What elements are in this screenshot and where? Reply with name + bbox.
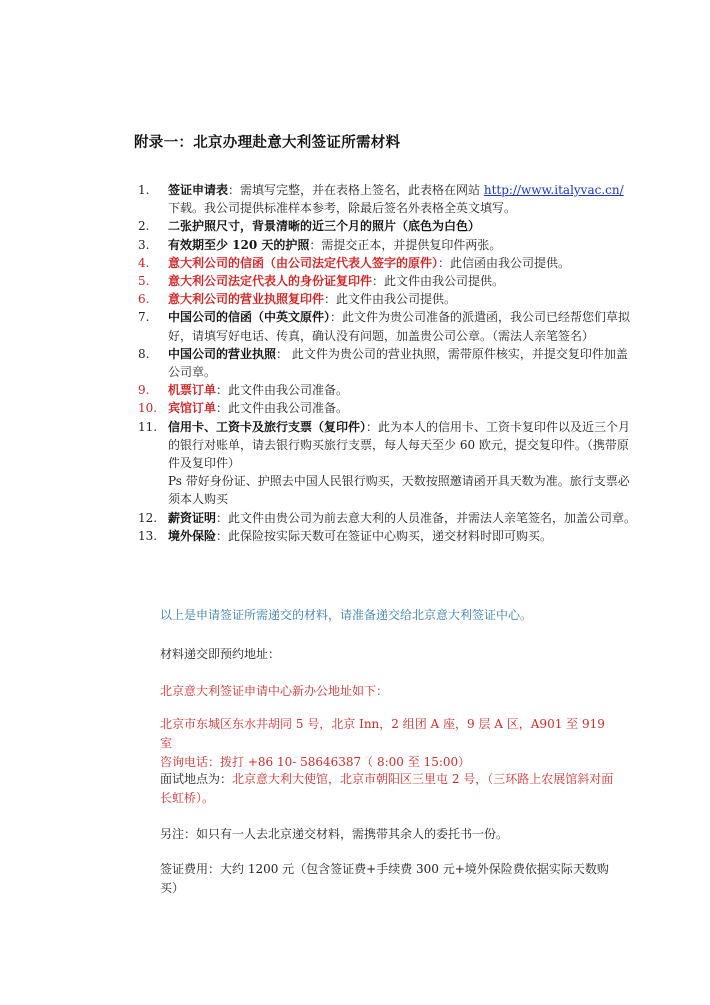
item-number: 1. <box>138 183 150 197</box>
item-number: 2. <box>138 219 150 234</box>
item-heading: 意大利公司的营业执照复印件 <box>168 292 325 307</box>
item-text: 需填写完整，并在表格上签名，此表格在网站 <box>240 183 484 197</box>
list-item: 1. 签证申请表：需填写完整，并在表格上签名，此表格在网站 http://www.italyvac.cn/ 下载。我公司提供标准样本参考，除最后签名外表格全英文填写。 <box>138 181 638 217</box>
item-number: 8. <box>138 346 150 361</box>
item-text: 此文件由我公司准备。 <box>228 383 349 398</box>
item-number: 5. <box>138 274 150 289</box>
item-heading: 中国公司的信函（中英文原件） <box>168 310 331 325</box>
item-heading: 宾馆订单 <box>168 401 217 416</box>
item-text: 此为本人的信用卡、工资卡复印件以及近三个月的银行对账单，请去银行购买旅行支票，每人每天至少 60 欧元，提交复印件。（携带原件及复印件） <box>168 419 631 471</box>
item-number: 3. <box>138 237 150 252</box>
item-number: 9. <box>138 383 150 398</box>
item-number: 10. <box>138 401 158 416</box>
item-text: 此文件由贵公司为前去意大利的人员准备，并需法人亲笔签名，加盖公司章。 <box>228 510 637 525</box>
list-item: 4. 意大利公司的信函（由公司法定代表人签字的原件）：此信函由我公司提供。 <box>138 254 638 272</box>
item-text: 此信函由我公司提供。 <box>450 255 571 270</box>
item-text: 此保险按实际天数可在签证中心购买，递交材料时即可购买。 <box>228 528 553 543</box>
list-item: 11. 信用卡、工资卡及旅行支票（复印件）：此为本人的信用卡、工资卡复印件以及近三个月的银行对账单，请去银行购买旅行支票，每人每天至少 60 欧元，提交复印件。（携带原件及复印件） Ps 带好身份证、护照去中国人民银行购买，天数按照邀请函开具天数为准。旅行支票必须本人购买 <box>138 418 638 509</box>
item-number: 7. <box>138 310 150 325</box>
list-item <box>138 217 638 235</box>
item-text: 此文件为贵公司的营业执照，需带原件核实，并提交复印件加盖公司章。 <box>168 346 628 380</box>
materials-list <box>138 181 638 545</box>
interview-place: 北京意大利大使馆，北京市朝阳区三里屯 2 号，（三环路上农展馆斜对面长虹桥）。 <box>160 772 614 805</box>
item-heading: 薪资证明 <box>168 510 217 525</box>
other-note: 另注：如只有一人去北京递交材料，需携带其余人的委托书一份。 <box>160 827 509 841</box>
list-item: 12. 薪资证明：此文件由贵公司为前去意大利的人员准备，并需法人亲笔签名，加盖公司章。 <box>138 509 638 527</box>
item-text: 此文件由我公司提供。 <box>384 274 505 289</box>
item-heading: 境外保险 <box>168 528 217 543</box>
interview-note <box>160 770 615 808</box>
item-heading: 签证申请表 <box>168 183 229 197</box>
list-item: 13. 境外保险：此保险按实际天数可在签证中心购买，递交材料时即可购买。 <box>138 527 638 545</box>
item-heading: 二张护照尺寸，背景清晰的近三个月的照片（底色为白色） <box>168 219 481 234</box>
address-line: 北京市东城区东水井胡同 5 号，北京 Inn，2 组团 A 座，9 层 A 区，A901 至 919 室 <box>160 717 605 750</box>
item-heading: 信用卡、工资卡及旅行支票（复印件） <box>168 419 367 434</box>
list-item: 7. 中国公司的信函（中英文原件）：此文件为贵公司准备的派遣函，我公司已经帮您们草拟好，请填写好电话、传真，确认没有问题，加盖贵公司公章。（需法人亲笔签名） <box>138 308 638 344</box>
item-heading: 有效期至少 120 天的护照 <box>168 237 310 252</box>
phone-line: 咨询电话：拨打 +86 10- 58646387（ 8:00 至 15:00） <box>160 755 471 769</box>
item-number: 13. <box>138 528 158 543</box>
item-text: 需提交正本，并提供复印件两张。 <box>321 237 502 252</box>
interview-label: 面试地点为： <box>160 772 233 786</box>
address-label: 材料递交即预约地址： <box>160 647 281 661</box>
item-text: 此文件由我公司提供。 <box>336 292 457 307</box>
item-extra-note: Ps 带好身份证、护照去中国人民银行购买，天数按照邀请函开具天数为准。旅行支票必须本人购买 <box>168 474 630 507</box>
item-text: 此文件由我公司准备。 <box>228 401 349 416</box>
website-link[interactable]: http://www.italyvac.cn/ <box>483 183 624 197</box>
item-heading: 意大利公司法定代表人的身份证复印件 <box>168 274 373 289</box>
fee-note: 签证费用：大约 1200 元（包含签证费+手续费 300 元+境外保险费依据实际天数购买） <box>160 862 609 895</box>
list-item: 8. 中国公司的营业执照： 此文件为贵公司的营业执照，需带原件核实，并提交复印件加盖公司章。 <box>138 345 638 381</box>
item-text-cont: 下载。我公司提供标准样本参考，除最后签名外表格全英文填写。 <box>168 201 517 216</box>
page-title: 附录一：北京办理赴意大利签证所需材料 <box>134 135 401 151</box>
list-item: 10. 宾馆订单：此文件由我公司准备。 <box>138 399 638 417</box>
item-number: 6. <box>138 292 150 307</box>
item-number: 12. <box>138 510 158 525</box>
summary-note: 以上是申请签证所需递交的材料，请准备递交给北京意大利签证中心。 <box>160 608 533 622</box>
list-item: 5. 意大利公司法定代表人的身份证复印件：此文件由我公司提供。 <box>138 272 638 290</box>
item-text: 此文件为贵公司准备的派遣函，我公司已经帮您们草拟好，请填写好电话、传真，确认没有问题，加盖贵公司公章。（需法人亲笔签名） <box>168 310 631 343</box>
address-block <box>160 715 615 772</box>
item-heading: 中国公司的营业执照 <box>168 346 277 361</box>
item-number: 11. <box>138 419 158 434</box>
item-heading: 意大利公司的信函（由公司法定代表人签字的原件） <box>168 255 439 270</box>
item-heading: 机票订单 <box>168 383 217 398</box>
list-item: 3. 有效期至少 120 天的护照：需提交正本，并提供复印件两张。 <box>138 236 638 254</box>
new-address-heading: 北京意大利签证申请中心新办公地址如下： <box>160 684 389 698</box>
list-item: 6. 意大利公司的营业执照复印件：此文件由我公司提供。 <box>138 290 638 308</box>
list-item: 9. 机票订单：此文件由我公司准备。 <box>138 381 638 399</box>
item-number: 4. <box>138 255 150 270</box>
